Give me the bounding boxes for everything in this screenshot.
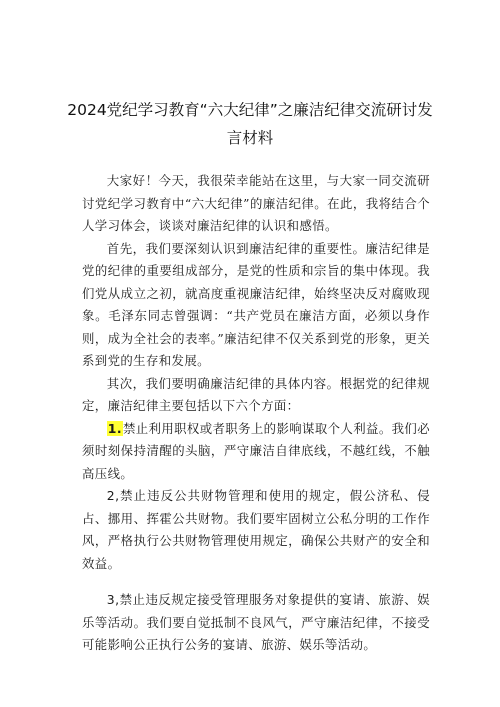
document-body [82,170,430,657]
list-item-3 [82,589,430,657]
paragraph-spacer [82,575,430,589]
paragraph-importance: 首先，我们要深刻认识到廉洁纪律的重要性。廉洁纪律是党的纪律的重要组成部分，是党的性质和宗旨的集中体现。我们党从成立之初，就高度重视廉洁纪律，始终坚决反对腐败现象。毛泽东同志曾强调：“共产党员在廉洁方面，必须以身作则，成为全社会的表率。”廉洁纪律不仅关系到党的形象，更关系到党的生存和发展。 [82,240,430,368]
item-number-highlighted: 1. [107,420,122,436]
list-item-2 [82,485,430,575]
paragraph-content: 其次，我们要明确廉洁纪律的具体内容。根据党的纪律规定，廉洁纪律主要包括以下六个方面： [82,375,430,413]
item-text: 禁止利用职权或者职务上的影响谋取个人利益。我们必须时刻保持清醒的头脑，严守廉洁自律底线，不越红线，不触高压线。 [82,420,430,481]
item-text: 禁止违反规定接受管理服务对象提供的宴请、旅游、娱乐等活动。我们要自觉抵制不良风气，严守廉洁纪律，不接受可能影响公正执行公务的宴请、旅游、娱乐等活动。 [82,592,430,652]
item-text: 禁止违反公共财物管理和使用的规定，假公济私、侵占、挪用、挥霍公共财物。我们要牢固树立公私分明的工作作风，严格执行公共财物管理使用规定，确保公共财产的安全和效益。 [82,488,430,571]
item-number: 3, [106,592,120,607]
item-number: 2, [106,488,120,503]
document-title: 2024党纪学习教育“六大纪律”之廉洁纪律交流研讨发言材料 [67,101,433,147]
list-item-1 [82,418,430,486]
paragraph-intro: 大家好！今天，我很荣幸能站在这里，与大家一同交流研讨党纪学习教育中“六大纪律”的廉洁纪律。在此，我将结合个人学习体会，谈谈对廉洁纪律的认识和感悟。 [82,173,430,233]
